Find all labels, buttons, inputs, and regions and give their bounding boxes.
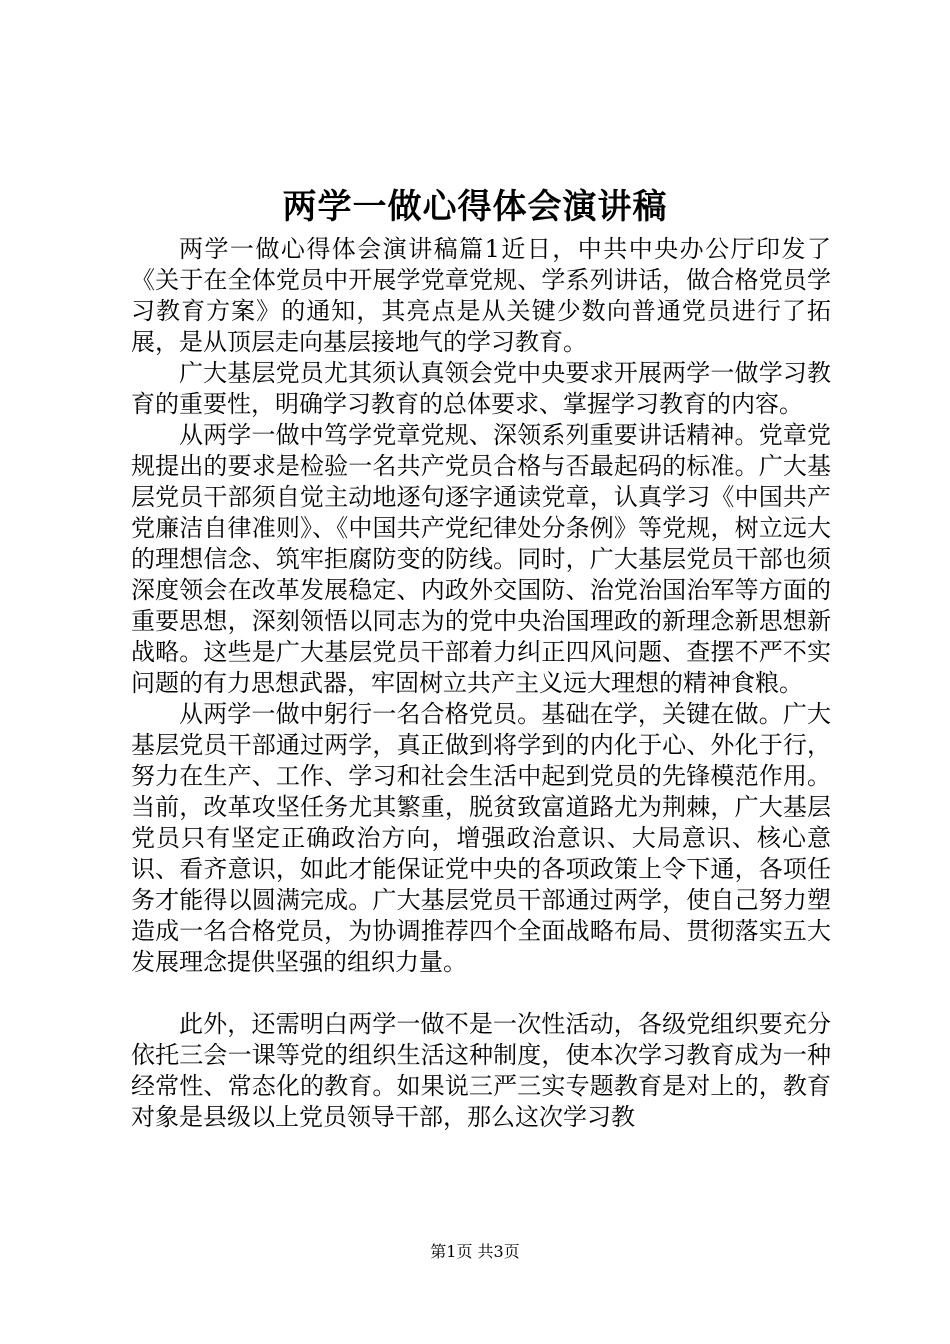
paragraph-5: 此外，还需明白两学一做不是一次性活动，各级党组织要充分依托三会一课等党的组织生活这种制度，使本次学习教育成为一种经常性、常态化的教育。如果说三严三实专题教育是对上的，教育对象是县级以上党员领导干部，那么这次学习教 <box>131 1010 831 1131</box>
paragraph-4: 从两学一做中躬行一名合格党员。基础在学，关键在做。广大基层党员干部通过两学，真正做到将学到的内化于心、外化于行，努力在生产、工作、学习和社会生活中起到党员的先锋模范作用。当前，改革攻坚任务尤其繁重，脱贫致富道路尤为荆棘，广大基层党员只有坚定正确政治方向，增强政治意识、大局意识、核心意识、看齐意识，如此才能保证党中央的各项政策上令下通，各项任务才能得以圆满完成。广大基层党员干部通过两学，使自己努力塑造成一名合格党员，为协调推荐四个全面战略布局、贯彻落实五大发展理念提供坚强的组织力量。 <box>131 700 831 976</box>
document-title: 两学一做心得体会演讲稿 <box>282 187 668 227</box>
page-footer: 第1页 共3页 <box>430 1242 520 1261</box>
paragraph-1: 两学一做心得体会演讲稿篇1近日，中共中央办公厅印发了《关于在全体党员中开展学党章党规、学系列讲话，做合格党员学习教育方案》的通知，其亮点是从关键少数向普通党员进行了拓展，是从顶层走向基层接地气的学习教育。 <box>131 235 831 356</box>
paragraph-3: 从两学一做中笃学党章党规、深领系列重要讲话精神。党章党规提出的要求是检验一名共产党员合格与否最起码的标准。广大基层党员干部须自觉主动地逐句逐字通读党章，认真学习《中国共产党廉洁自律准则》、《中国共产党纪律处分条例》等党规，树立远大的理想信念、筑牢拒腐防变的防线。同时，广大基层党员干部也须深度领会在改革发展稳定、内政外交国防、治党治国治军等方面的重要思想，深刻领悟以同志为的党中央治国理政的新理念新思想新战略。这些是广大基层党员干部着力纠正四风问题、查摆不严不实问题的有力思想武器，牢固树立共产主义远大理想的精神食粮。 <box>131 421 831 697</box>
document-body <box>131 234 831 1133</box>
paragraph-2: 广大基层党员尤其须认真领会党中央要求开展两学一做学习教育的重要性，明确学习教育的总体要求、掌握学习教育的内容。 <box>131 359 831 418</box>
